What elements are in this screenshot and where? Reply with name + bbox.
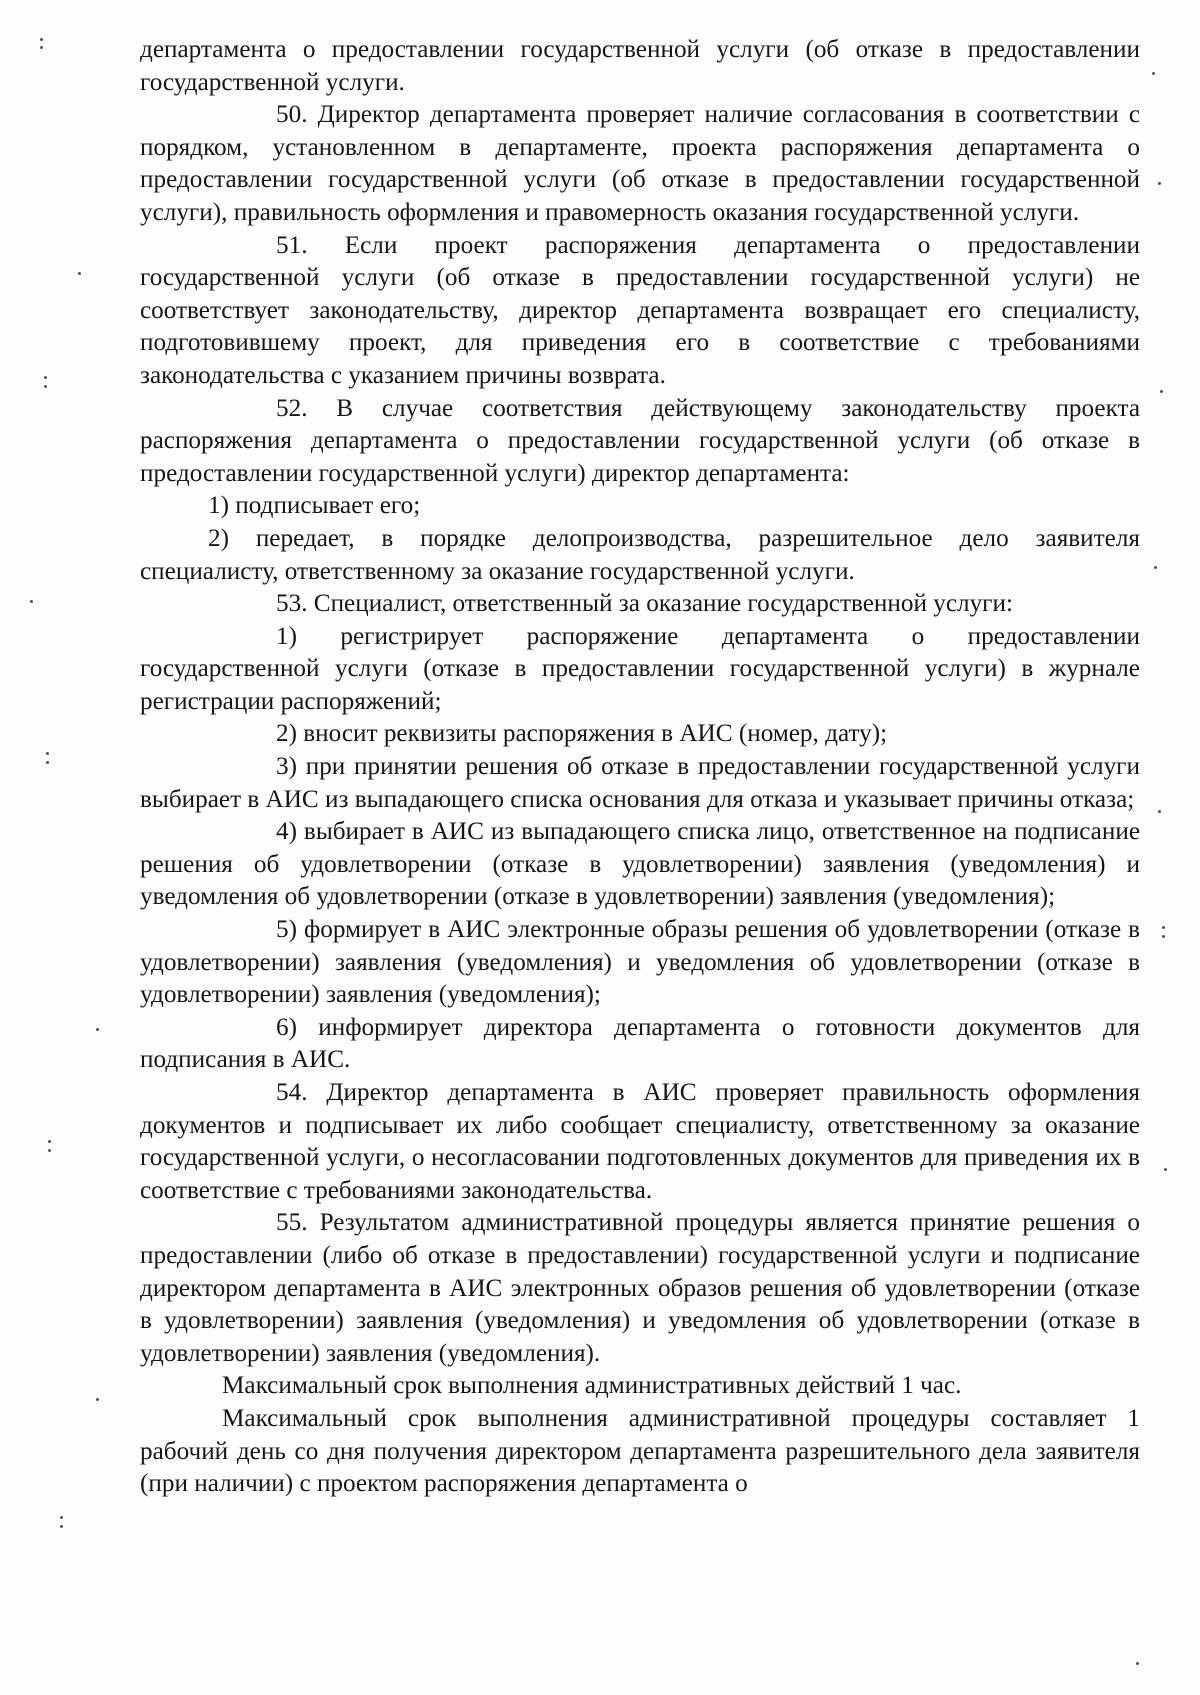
scan-speck: [1158, 182, 1161, 185]
list-item-number: 6): [276, 1013, 297, 1041]
scan-speck: [40, 46, 43, 49]
paragraph-text: Если проект распоряжения департамента о предоставлении государственной услуги (об отказе в предоставлении государственной услуги) не соответствует законодательству, директор департамента возвращает его специалисту, подготовившему проект, для приведения его в соответствие с требованиями законодательства с указанием причины возврата.: [140, 231, 1141, 389]
paragraph-lead: департамента о предоставлении государственной услуги (об отказе в предоставлении государственной услуги.: [140, 36, 1140, 96]
paragraph-text: В случае соответствия действующему законодательству проекта распоряжения департамента о предоставлении государственной услуги (об отказе в предоставлении государственной услуги) директор департамента:: [140, 394, 1141, 487]
list-item-number: 5): [276, 916, 297, 944]
paragraph-number: 54.: [276, 1079, 308, 1106]
paragraph-max-procedure: Максимальный срок выполнения административной процедуры составляет 1 рабочий день со дня получения директором департамента разрешительного дела заявителя (при наличии) с проектом распоряжения департамента о: [140, 1404, 1140, 1498]
list-item-number: 1): [276, 622, 297, 650]
scan-speck: [1162, 935, 1165, 938]
scan-speck: [44, 376, 47, 379]
paragraph-52: [140, 393, 1140, 491]
paragraph-number: 52.: [276, 394, 308, 422]
paragraph-number: 55.: [276, 1209, 308, 1237]
list-item-text: формирует в АИС электронные образы решения об удовлетворении (отказе в удовлетворении) заявления (уведомления) и уведомления об удовлетворении (отказе в удовлетворении) заявления (уведомления);: [140, 916, 1140, 1009]
scan-speck: [96, 1028, 99, 1031]
list-item: 1) подписывает его;: [208, 492, 421, 520]
paragraph-54: [140, 1077, 1140, 1207]
list-item: [140, 1012, 1140, 1077]
scan-speck: [46, 761, 49, 764]
list-item: [140, 751, 1140, 816]
document-body: [140, 34, 1140, 1501]
scan-speck: [1152, 72, 1155, 75]
scan-speck: [1164, 1168, 1167, 1171]
paragraph-number: 50.: [276, 101, 308, 129]
paragraph-text: Директор департамента проверяет наличие согласования в соответствии с порядком, установленном в департаменте, проекта распоряжения департамента о предоставлении государственной услуги (об отказе в предоставлении государственной услуги), правильность оформления и правомерность оказания государственной услуги.: [140, 101, 1141, 226]
scan-speck: [96, 1398, 99, 1401]
paragraph-text: Результатом административной процедуры является принятие решения о предоставлении (либо об отказе в предоставлении) государственной услуги и подписание директором департамента в АИС электронных образов решения об удовлетворении (отказе в удовлетворении) заявления (уведомления) и уведомления об удовлетворении (отказе в удовлетворении) заявления (уведомления).: [140, 1209, 1140, 1367]
list-item: [140, 816, 1140, 914]
paragraph-number: 51.: [276, 231, 308, 259]
paragraph-51: [140, 230, 1140, 393]
paragraph-number: 53.: [276, 590, 308, 618]
list-item: [140, 621, 1140, 719]
list-item-text: информирует директора департамента о готовности документов для подписания в АИС.: [140, 1013, 1141, 1074]
paragraph-55: [140, 1207, 1140, 1370]
paragraph-53: [140, 588, 1140, 621]
paragraph-text: Специалист, ответственный за оказание государственной услуги:: [313, 590, 1013, 618]
scan-speck: [1160, 390, 1163, 393]
paragraph-text: Директор департамента в АИС проверяет правильность оформления документов и подписывает их либо сообщает специалисту, ответственному за оказание государственной услуги, о несогласовании подготовленных документов для приведения их в соответствие с требованиями законодательства.: [140, 1079, 1140, 1204]
scan-speck: [1162, 926, 1165, 929]
list-item-text: регистрирует распоряжение департамента о предоставлении государственной услуги (отказе в предоставлении государственной услуги) в журнале регистрации распоряжений;: [140, 622, 1140, 715]
list-item: [140, 914, 1140, 1012]
list-item: 2) передает, в порядке делопроизводства, разрешительное дело заявителя специалисту, ответственному за оказание государственной услуги.: [140, 524, 1140, 585]
scan-speck: [44, 385, 47, 388]
scan-speck: [1158, 810, 1161, 813]
paragraph-max-actions: Максимальный срок выполнения административных действий 1 час.: [222, 1372, 962, 1400]
scan-speck: [40, 38, 43, 41]
scan-speck: [46, 752, 49, 755]
list-item: [140, 718, 1140, 751]
scan-speck: [60, 1525, 63, 1528]
scan-speck: [1154, 566, 1157, 569]
list-item-number: 3): [276, 753, 297, 781]
list-item-number: 4): [276, 818, 297, 846]
scan-speck: [78, 272, 81, 275]
list-item-text: вносит реквизиты распоряжения в АИС (номер, дату);: [303, 720, 888, 748]
list-item-number: 2): [276, 720, 297, 748]
scan-speck: [30, 600, 33, 603]
scan-speck: [1136, 1662, 1139, 1665]
scan-speck: [48, 1149, 51, 1152]
scan-speck: [48, 1140, 51, 1143]
scan-speck: [60, 1516, 63, 1519]
list-item-text: при принятии решения об отказе в предоставлении государственной услуги выбирает в АИС из выпадающего списка основания для отказа и указывает причины отказа;: [140, 753, 1140, 813]
paragraph-50: [140, 99, 1140, 229]
list-item-text: выбирает в АИС из выпадающего списка лицо, ответственное на подписание решения об удовлетворении (отказе в удовлетворении) заявления (уведомления) и уведомления об удовлетворении (отказе в удовлетворении) заявления (уведомления);: [140, 818, 1141, 911]
